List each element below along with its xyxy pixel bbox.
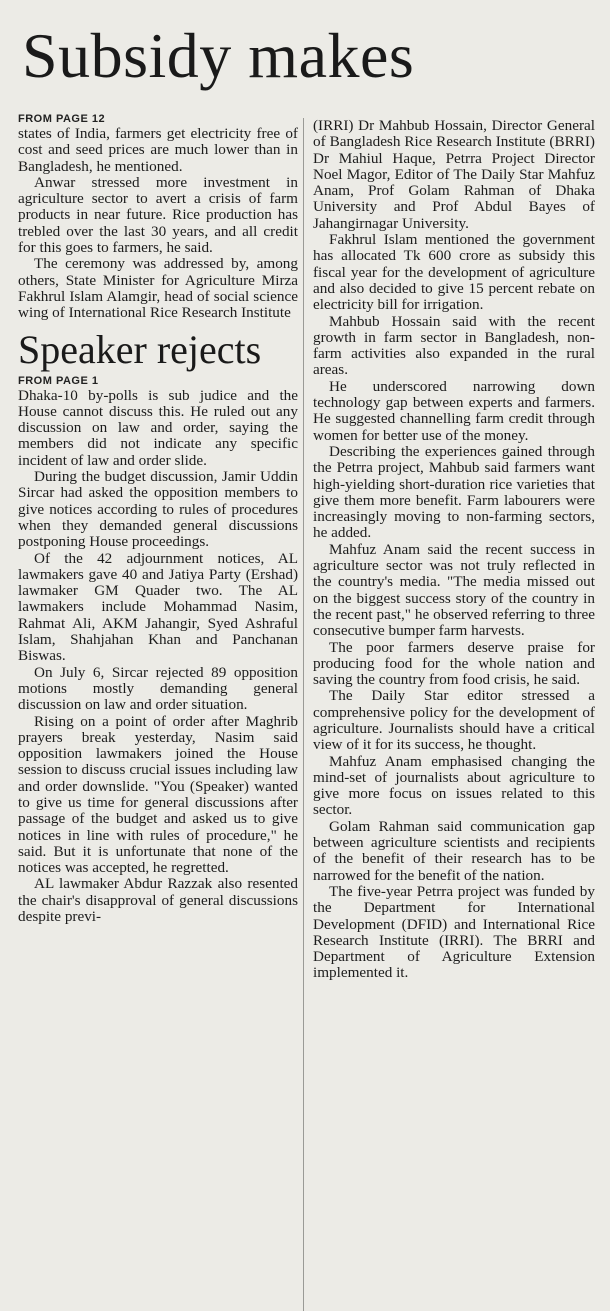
story2-paragraph: Dhaka-10 by-polls is sub judice and the House cannot discuss this. He ruled out any discussion on law and order, saying the members did not indicate any specific incident of law and order slide.	[18, 386, 298, 469]
headline-subsidy-makes: Subsidy makes	[22, 20, 415, 91]
story2-paragraph: Of the 42 adjournment notices, AL lawmakers gave 40 and Jatiya Party (Ershad) lawmaker GM Quader two. The AL lawmakers include Mohammad Nasim, Rahmat Ali, AKM Jahangir, Syed Ashraful Islam, Shahjahan Khan and Panchanan Biswas.	[18, 549, 298, 665]
story1-paragraph: Mahbub Hossain said with the recent growth in farm sector in Bangladesh, non-farm activities also expanded in the rural areas.	[313, 312, 595, 379]
left-column	[18, 112, 298, 1311]
column-divider	[303, 118, 304, 1311]
right-column	[313, 118, 595, 1311]
story1-paragraph: Mahfuz Anam emphasised changing the mind-set of journalists about agriculture to give more focus on issues related to this sector.	[313, 752, 595, 819]
story2-paragraph: AL lawmaker Abdur Razzak also resented the chair's disapproval of general discussions despite previ-	[18, 875, 298, 926]
story1-paragraph: states of India, farmers get electricity free of cost and seed prices are much lower than in Bangladesh, he mentioned.	[18, 125, 298, 175]
story1-paragraph: The ceremony was addressed by, among others, State Minister for Agriculture Mirza Fakhrul Islam Alamgir, head of social science wing of International Rice Research Institute	[18, 255, 298, 322]
story1-paragraph: He underscored narrowing down technology gap between experts and farmers. He suggested channelling farm credit through women for better use of the money.	[313, 377, 595, 444]
story1-paragraph: Fakhrul Islam mentioned the government has allocated Tk 600 crore as subsidy this fiscal year for the development of agriculture and also decided to give 15 percent rebate on electricity bill for irrigation.	[313, 231, 595, 314]
story2-paragraph: Rising on a point of order after Maghrib prayers break yesterday, Nasim said opposition lawmakers joined the House session to discuss crucial issues including law and order downslide. "You (Speaker) wanted to give us time for general discussions after passage of the budget and asked us to give notices in line with rules of procedure," he said. But it is unfortunate that none of the notices was accepted, he regretted.	[18, 712, 298, 877]
story2-paragraph: During the budget discussion, Jamir Uddin Sircar had asked the opposition members to give notices according to rules of procedures when they demanded general discussions postponing House proceedings.	[18, 468, 298, 551]
from-page-12-label: FROM PAGE 12	[18, 113, 106, 125]
story1-paragraph: (IRRI) Dr Mahbub Hossain, Director General of Bangladesh Rice Research Institute (BRRI) Dr Mahiul Haque, Petrra Project Director Noel Magor, Editor of The Daily Star Mahfuz Anam, Prof Golam Rahman of Dhaka University and Prof Abdul Bayes of Jahangirnagar University.	[313, 118, 595, 232]
from-page-1-label: FROM PAGE 1	[18, 374, 99, 387]
story2-paragraph: On July 6, Sircar rejected 89 opposition motions mostly demanding general discussion on law and order situation.	[18, 663, 298, 714]
story1-paragraph: The five-year Petrra project was funded by the Department for International Development (DFID) and International Rice Research Institute (IRRI). The BRRI and Department of Agriculture Extension implemented it.	[313, 882, 595, 982]
story1-paragraph: The poor farmers deserve praise for producing food for the whole nation and saving the country from food crisis, he said.	[313, 638, 595, 689]
story1-paragraph: Anwar stressed more investment in agriculture sector to avert a crisis of farm products in near future. Rice production has trebled over the last 30 years, and all credit for this goes to farmers, he said.	[18, 173, 298, 257]
story1-paragraph: Golam Rahman said communication gap between agriculture scientists and recipients of the benefit of their research has to be narrowed for the benefit of the nation.	[313, 817, 595, 884]
headline-speaker-rejects: Speaker rejects	[18, 326, 262, 372]
story1-paragraph: The Daily Star editor stressed a comprehensive policy for the development of agriculture. Journalists should have a critical view of it for its success, he thought.	[313, 687, 595, 754]
story1-paragraph: Describing the experiences gained through the Petrra project, Mahbub said farmers want high-yielding short-duration rice varieties that give them more benefit. Farm labourers were increasingly moving to non-farming sectors, he added.	[313, 442, 595, 542]
story1-paragraph: Mahfuz Anam said the recent success in agriculture sector was not truly reflected in the country's media. "The media missed out on the biggest success story of the country in the recent past," he observed referring to three consecutive bumper farm harvests.	[313, 540, 595, 640]
